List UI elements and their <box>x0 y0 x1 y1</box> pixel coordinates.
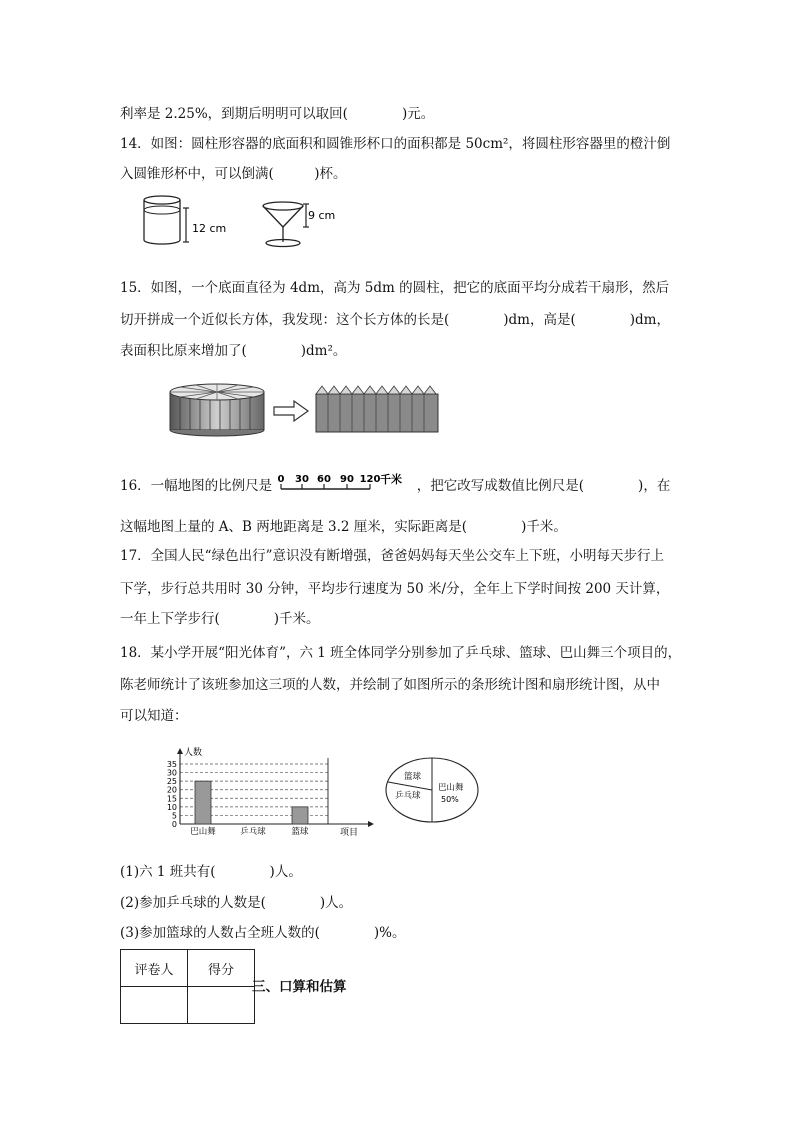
q17-line3: 一年上下学步行( )千米。 <box>120 611 320 627</box>
q16-line2: 这幅地图上量的 A、B 两地距离是 3.2 厘米，实际距离是( )千米。 <box>120 519 567 535</box>
bar-chart <box>156 742 376 840</box>
scale-tick-120: 120 <box>360 474 381 485</box>
arrow-icon <box>274 401 308 421</box>
cone-height-label: 9 cm <box>308 209 336 222</box>
cone-cup-figure <box>263 202 335 247</box>
y-tick-label: 30 <box>166 768 177 778</box>
scale-tick-0: 0 <box>278 474 285 485</box>
scale-tick-30: 30 <box>295 474 310 485</box>
q14-figure <box>140 192 360 250</box>
q15-line2: 切开拼成一个近似长方体，我发现：这个长方体的长是( )dm，高是( )dm， <box>120 312 670 328</box>
q16-line1 <box>120 472 670 496</box>
y-tick-label: 10 <box>166 802 177 812</box>
y-tick-label: 0 <box>171 820 177 829</box>
q17-line2: 下学，步行总共用时 30 分钟，平均步行速度为 50 米/分，全年上下学时间按 200 天计算， <box>120 581 670 597</box>
q14-line1: 14．如图：圆柱形容器的底面积和圆锥形杯口的面积都是 50cm²，将圆柱形容器里的橙汁倒 <box>120 136 671 152</box>
x-tick-label: 乒乓球 <box>240 827 266 837</box>
scale-tick-90: 90 <box>340 474 355 485</box>
approx-cuboid <box>316 386 438 432</box>
q18-line2: 陈老师统计了该班参加这三项的人数，并绘制了如图所示的条形统计图和扇形统计图，从中 <box>120 677 660 693</box>
sliced-cylinder <box>170 384 264 436</box>
x-axis-arrow <box>368 821 374 827</box>
pie-chart <box>384 756 484 826</box>
q15-line3: 表面积比原来增加了( )dm²。 <box>120 343 347 359</box>
q18-sub3: (3)参加篮球的人数占全班人数的( )%。 <box>120 925 406 941</box>
cylinder-figure <box>144 196 226 244</box>
x-tick-label: 篮球 <box>291 827 309 837</box>
q16-text-before: 16．一幅地图的比例尺是 <box>120 478 273 494</box>
bar-篮球 <box>292 807 308 824</box>
q15-figure <box>166 380 446 438</box>
scale-tick-60: 60 <box>317 474 332 485</box>
y-tick-label: 35 <box>166 760 177 769</box>
score-cell[interactable] <box>188 987 255 1024</box>
cylinder-height-label: 12 cm <box>192 222 227 235</box>
q18-line3: 可以知道： <box>120 708 188 724</box>
y-tick-label: 15 <box>166 794 177 804</box>
score-header: 得分 <box>188 950 255 987</box>
section-3-title: 三、口算和估算 <box>252 979 347 995</box>
grader-cell[interactable] <box>121 987 188 1024</box>
q18-sub2: (2)参加乒乓球的人数是( )人。 <box>120 895 353 911</box>
q13-tail-line: 利率是 2.25%，到期后明明可以取回( )元。 <box>120 106 435 122</box>
pie-percent-label: 50% <box>441 795 459 804</box>
q15-line1: 15．如图，一个底面直径为 4dm，高为 5dm 的圆柱，把它的底面平均分成若干扇形，然后 <box>120 280 670 296</box>
grader-header: 评卷人 <box>121 950 188 987</box>
bar-chart-xlabel: 项目 <box>340 828 359 838</box>
pie-label: 乒乓球 <box>395 791 421 801</box>
pie-label: 篮球 <box>404 772 422 782</box>
bar-chart-ylabel: 人数 <box>184 748 203 758</box>
q18-sub1: (1)六 1 班共有( )人。 <box>120 864 302 880</box>
x-tick-label: 巴山舞 <box>190 827 216 837</box>
y-axis-arrow <box>177 748 183 754</box>
scale-unit: 千米 <box>380 473 403 486</box>
q16-text-after: ，把它改写成数值比例尺是( )，在 <box>416 478 671 494</box>
y-tick-label: 5 <box>171 811 177 821</box>
pie-label: 巴山舞 <box>438 783 464 793</box>
q18-line1: 18．某小学开展“阳光体育”，六 1 班全体同学分别参加了乒乓球、篮球、巴山舞三个项目的， <box>120 645 682 661</box>
y-tick-label: 25 <box>166 777 177 787</box>
y-tick-label: 20 <box>166 785 177 795</box>
bar-巴山舞 <box>195 781 211 824</box>
line-scale-bar <box>278 472 410 496</box>
score-table <box>120 949 255 1024</box>
q17-line1: 17．全国人民“绿色出行”意识没有断增强，爸爸妈妈每天坐公交车上下班，小明每天步行上 <box>120 548 664 564</box>
q14-line2: 入圆锥形杯中，可以倒满( )杯。 <box>120 166 347 182</box>
